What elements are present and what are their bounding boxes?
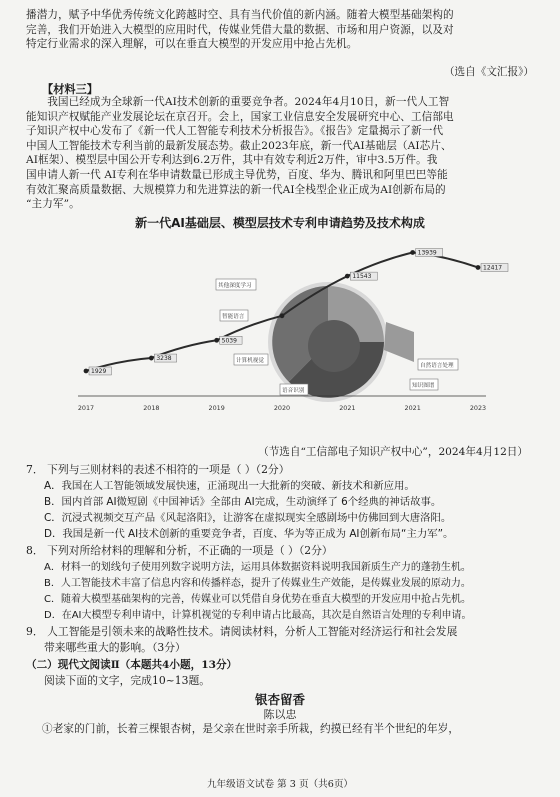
question-8-option-d: D．在AI大模型专利申请中，计算机视觉的专利申请占比最高，其次是自然语言处理的专利申请。 xyxy=(44,610,472,621)
x-tick-label: 2019 xyxy=(208,404,225,412)
pie-exploded-slice xyxy=(384,322,414,362)
x-tick-label: 2017 xyxy=(77,404,95,412)
pie-label: 其他深度学习 xyxy=(218,283,252,289)
material3-heading: 【材料三】 xyxy=(42,82,98,96)
question-7-option-b: B．国内首部 AI微短剧《中国神话》全部由 AI完成，生动演绎了 6个经典的神话故事。 xyxy=(44,496,442,508)
material3-paragraph xyxy=(26,95,536,212)
essay-title: 银杏留香 xyxy=(254,692,305,707)
series-point xyxy=(410,250,415,255)
chart-title: 新一代AI基础层、模型层技术专利申请趋势及技术构成 xyxy=(135,216,425,230)
intro-line-3: 特定行业需求的深入理解，可以在垂直大模型的开发应用中抢占先机。 xyxy=(26,38,358,51)
section-2-heading: （二）现代文阅读Ⅱ（本题共4小题，13分） xyxy=(26,659,238,671)
point-label: 3238 xyxy=(156,355,172,363)
series-point xyxy=(214,338,219,343)
material3-line: 子知识产权中心发布了《新一代人工智能专利技术分析报告》。《报告》定量揭示了新一代 xyxy=(26,125,444,138)
pie-center xyxy=(308,320,360,372)
chart-source: （节选自“工信部电子知识产权中心”，2024年4月12日） xyxy=(258,446,528,458)
intro-line-2: 完善，我们开始进入大模型的应用时代，传媒业凭借大量的数据、市场和用户资源，以及对 xyxy=(26,23,454,36)
pie-label: 知识图谱 xyxy=(412,383,435,389)
series-point xyxy=(84,369,89,374)
series-point xyxy=(345,274,350,279)
point-label: 11543 xyxy=(352,273,372,281)
series-point xyxy=(149,356,154,361)
question-8-option-a: A．材料一的划线句子使用列数字说明方法，运用具体数据资料说明我国新质生产力的蓬勃生机。 xyxy=(44,562,471,573)
pie-label: 智能语言 xyxy=(222,314,245,320)
material3-line: 国申请人新一代 AI专利在华申请数量已形成主导优势，百度、华为、腾讯和阿里巴巴等能 xyxy=(26,168,448,181)
question-7-stem: 7． 下列与三则材料的表述不相符的一项是（ ）（2分） xyxy=(26,463,290,476)
point-label: 12417 xyxy=(483,264,503,272)
essay-author: 陈以忠 xyxy=(263,708,297,721)
question-8-stem: 8． 下列对所给材料的理解和分析，不正确的一项是（ ）（2分） xyxy=(26,544,333,557)
pie-label: 计算机视觉 xyxy=(236,358,264,364)
point-label: 13939 xyxy=(417,249,437,257)
point-label: 1929 xyxy=(91,367,107,375)
x-tick-label: 2021 xyxy=(339,404,356,412)
pie-label: 自然语言处理 xyxy=(420,363,454,369)
material3-line: 能知识产权赋能产业发展论坛在京召开。会上，国家工业信息安全发展研究中心、工信部电 xyxy=(26,110,454,123)
question-8-option-b: B．人工智能技术丰富了信息内容和传播样态，提升了传媒业生产效能，是传媒业发展的原动力。 xyxy=(44,578,471,589)
question-7-option-d: D．我国是新一代 AI技术创新的重要竞争者，百度、华为等正成为 AI创新布局“主力军”。 xyxy=(44,528,454,540)
series-point xyxy=(476,265,481,270)
x-tick-label: 2021 xyxy=(404,404,421,412)
material3-line: 我国已经成为全球新一代AI技术创新的重要竞争者。2024年4月10日，新一代人工智 xyxy=(47,96,450,108)
page-footer: 九年级语文试卷 第 3 页（共6页） xyxy=(206,779,354,790)
series-point xyxy=(280,313,285,318)
intro-source: （选自《文汇报》） xyxy=(443,66,534,78)
section-2-instruction: 阅读下面的文字，完成10~13题。 xyxy=(44,674,211,687)
material3-line: “主力军”。 xyxy=(26,198,80,211)
question-7-option-a: A．我国在人工智能领域发展快速，正涌现出一大批新的突破、新技术和新应用。 xyxy=(44,480,415,492)
x-tick-label: 2023 xyxy=(469,404,487,412)
x-tick-label: 2020 xyxy=(273,404,291,412)
material3-line: AI框架）、模型层中国公开专利达到6.2万件，其中有效专利近2万件，审中3.5万件。我 xyxy=(26,154,438,167)
intro-line-1: 播潜力，赋予中华优秀传统文化跨越时空、具有当代价值的新内涵。随着大模型基础架构的 xyxy=(26,9,454,21)
intro-paragraph xyxy=(26,8,536,52)
question-8-option-c: C．随着大模型基础架构的完善，传媒业可以凭借自身优势在垂直大模型的开发应用中抢占先机。 xyxy=(44,594,471,605)
material3-line: 有效汇聚高质量数据、大规模算力和先进算法的新一代AI全栈型企业正成为AI创新布局的 xyxy=(26,183,446,196)
essay-first-line: ①老家的门前，长着三棵银杏树，是父亲在世时亲手所栽，约摸已经有半个世纪的年岁， xyxy=(42,723,460,735)
patent-trend-chart xyxy=(60,232,503,432)
pie-label: 语音识别 xyxy=(282,388,305,394)
point-label: 5039 xyxy=(221,337,237,345)
question-9-line-1: 9． 人工智能是引领未来的战略性技术。请阅读材料，分析人工智能对经济运行和社会发展 xyxy=(26,625,458,638)
question-7-option-c: C．沉浸式视频交互产品《风起洛阳》，让游客在虚拟现实全感剧场中仿佛回到大唐洛阳。 xyxy=(44,512,452,524)
material3-line: 中国人工智能技术专利当前的最新发展态势。截止2023年底，新一代AI基础层（AI芯片、 xyxy=(26,139,452,152)
question-9-line-2: 带来哪些重大的影响。（3分） xyxy=(44,641,186,654)
x-tick-label: 2018 xyxy=(143,404,160,412)
